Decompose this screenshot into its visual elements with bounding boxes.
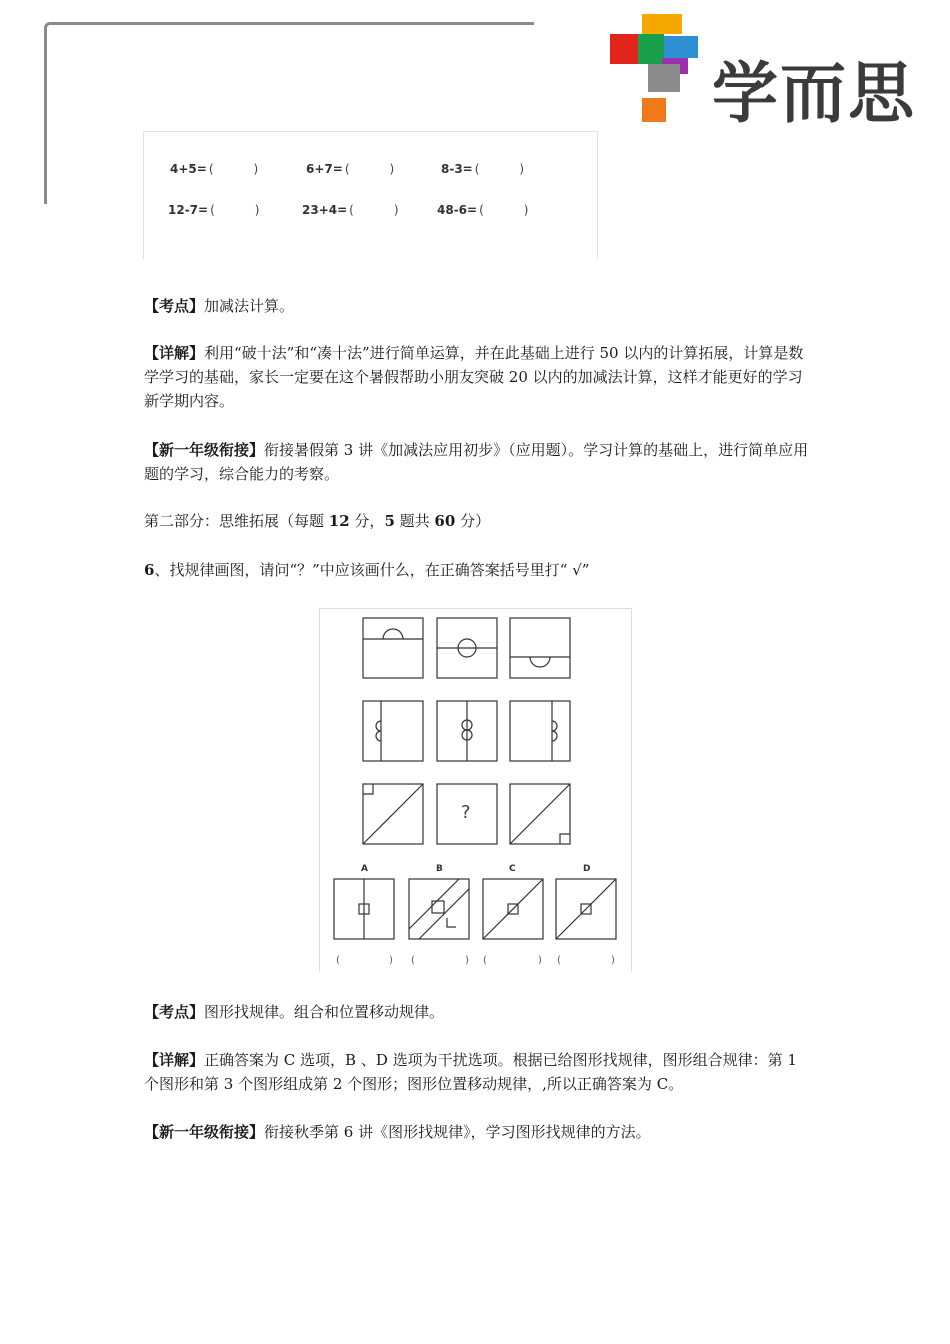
option-a-shape — [334, 879, 394, 939]
xiangjie-1: 【详解】利用“破十法”和“凑十法”进行简单运算，并在此基础上进行 50 以内的计算拓展，计算是数学学习的基础，家长一定要在这个暑假帮助小朋友突破 20 以内的加减法计算，这样才能更好的学习新学期内容。 — [144, 344, 804, 410]
answer-paren-c-close: ) — [538, 955, 542, 966]
row3-shape3 — [510, 784, 570, 844]
xianjie-2: 【新一年级衔接】衔接秋季第 6 讲《图形找规律》，学习图形找规律的方法。 — [144, 1123, 651, 1141]
xianjie-1: 【新一年级衔接】衔接暑假第 3 讲《加减法应用初步》（应用题）。学习计算的基础上，进行简单应用题的学习，综合能力的考察。 — [144, 441, 809, 483]
kaodian-1: 【考点】加减法计算。 — [144, 297, 295, 315]
option-label-c: C — [509, 864, 516, 874]
xiangjie-2: 【详解】正确答案为 C 选项，B 、D 选项为干扰选项。根据已给图形找规律，图形组合规律：第 1 个图形和第 3 个图形组成第 2 个图形；图形位置移动规律，,所以正确答案为 C。 — [144, 1051, 797, 1093]
answer-paren-d-close: ) — [611, 955, 615, 966]
option-c-shape — [483, 879, 543, 939]
pattern-figure — [319, 608, 632, 972]
arith-item: 48-6= ( ) — [437, 203, 529, 217]
answer-paren-d-open: ( — [557, 955, 561, 966]
question-mark: ? — [461, 802, 471, 823]
row1-shape1 — [363, 618, 423, 678]
row2-shape2 — [437, 701, 497, 761]
answer-paren-a-open: ( — [336, 955, 340, 966]
question-6: 6、找规律画图，请问“？”中应该画什么，在正确答案括号里打“ √” — [144, 561, 590, 579]
option-label-a: A — [361, 864, 368, 874]
option-b-shape — [409, 879, 469, 939]
option-label-d: D — [583, 864, 591, 874]
row3-shape1 — [363, 784, 423, 844]
answer-paren-c-open: ( — [483, 955, 487, 966]
arith-item: 23+4= ( ) — [302, 203, 399, 217]
arith-item: 6+7= ( ) — [306, 162, 395, 176]
arith-item: 12-7= ( ) — [168, 203, 260, 217]
row1-shape3 — [510, 618, 570, 678]
answer-paren-b-open: ( — [411, 955, 415, 966]
row1-shape2 — [437, 618, 497, 678]
option-d-shape — [556, 879, 616, 939]
part2-heading: 第二部分：思维拓展（每题 12 分，5 题共 60 分） — [144, 512, 491, 530]
row2-shape3 — [510, 701, 570, 761]
logo-text: 学而思 — [712, 55, 916, 132]
row2-shape1 — [363, 701, 423, 761]
arith-item: 4+5= ( ) — [170, 162, 259, 176]
arithmetic-problems-box — [143, 131, 598, 259]
answer-paren-b-close: ) — [465, 955, 469, 966]
kaodian-2: 【考点】图形找规律。组合和位置移动规律。 — [144, 1003, 445, 1021]
option-label-b: B — [436, 864, 443, 874]
answer-paren-a-close: ) — [389, 955, 393, 966]
arith-item: 8-3= ( ) — [441, 162, 525, 176]
